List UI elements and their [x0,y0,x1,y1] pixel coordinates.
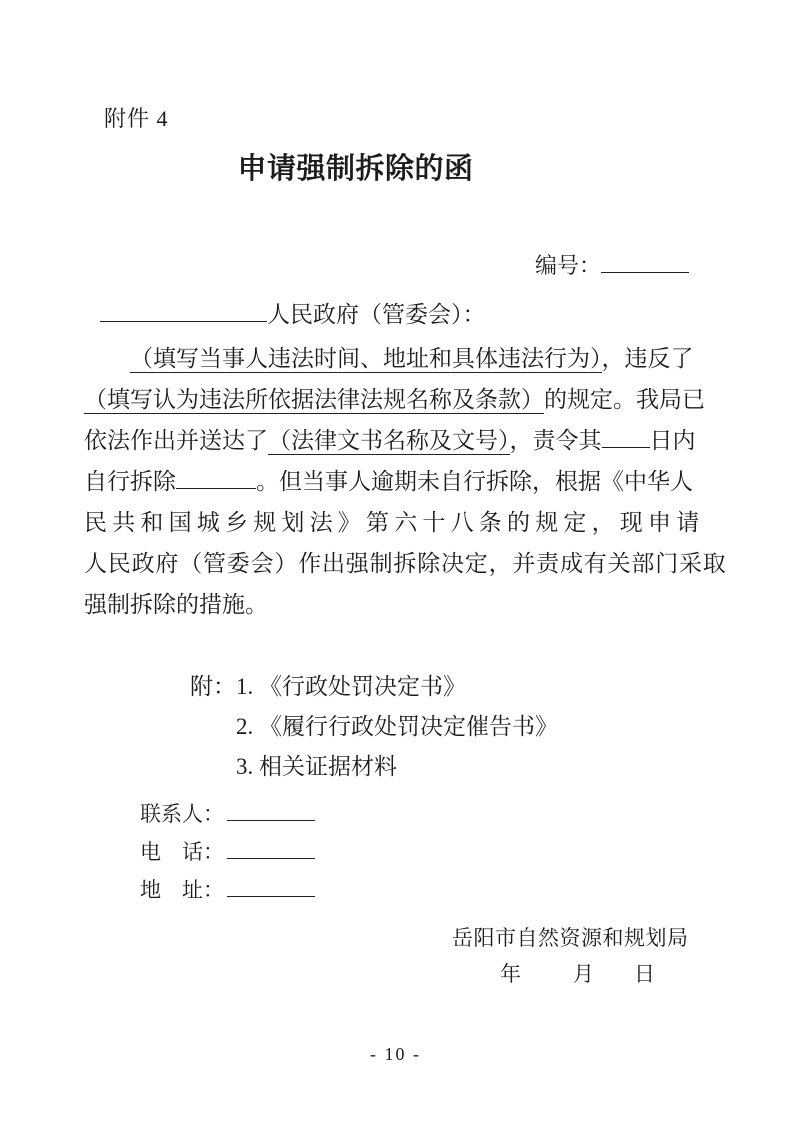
body-line-1-rest: ，违反了 [601,346,694,371]
serial-number-row [535,249,689,280]
body-line-4 [84,461,716,502]
contact-block [140,795,315,909]
body-line-3-a: 依法作出并送达了 [84,428,268,453]
attachment-item-1-row [190,667,558,707]
address-row [140,871,315,909]
body-line-4-a: 自行拆除 [84,469,176,494]
addressee-row [100,296,486,329]
contact-person-label: 联系人： [140,802,224,826]
body-line-6: 人民政府（管委会）作出强制拆除决定，并责成有关部门采取 [84,551,727,576]
body-line-3 [84,420,716,461]
attachment-item-1: 1. 《行政处罚决定书》 [236,674,466,699]
body-paragraph [84,338,727,625]
serial-number-label: 编号： [535,253,602,278]
deadline-blank [176,465,256,489]
legal-document-hint: （法律文书名称及文号） [268,428,510,453]
phone-label: 电 话： [140,840,224,864]
body-line-7: 强制拆除的措施。 [84,592,268,617]
year-label: 年 [500,962,521,986]
attachment-item-3: 3. 相关证据材料 [236,754,397,779]
contact-person-blank [227,799,315,821]
legal-basis-hint: （填写认为违法所依据法律法规名称及条款） [84,387,544,412]
body-line-2-rest: 的规定。我局已 [544,387,705,412]
body-line-5: 民共和国城乡规划法》第六十八条的规定，现申请 [84,510,705,535]
phone-blank [227,837,315,859]
page-number: - 10 - [370,1044,421,1064]
addressee-label: 人民政府（管委会）： [267,302,486,327]
body-line-1 [84,338,716,379]
attachment-item-2: 2. 《履行行政处罚决定催告书》 [236,714,558,739]
phone-row [140,833,315,871]
attachments-list [190,667,558,787]
body-line-3-b: ，责令其 [509,428,602,453]
month-label: 月 [573,962,594,986]
violation-details-hint: （填写当事人违法时间、地址和具体违法行为） [130,346,602,371]
contact-person-row [140,795,315,833]
document-title: 申请强制拆除的函 [237,153,474,185]
date-line [500,958,655,988]
attachments-label: 附： [190,674,236,699]
body-line-2 [84,379,716,420]
address-label: 地 址： [140,878,224,902]
day-label: 日 [634,962,655,986]
addressee-name-blank [100,298,267,322]
serial-number-blank [601,250,689,273]
body-line-3-c: 日内 [649,428,696,453]
address-blank [227,875,315,897]
attachment-number-label: 附件 4 [104,106,169,131]
body-line-4-b: 。但当事人逾期未自行拆除，根据《中华人 [256,469,693,494]
issuing-authority: 岳阳市自然资源和规划局 [452,926,689,950]
days-count-blank [602,424,650,448]
